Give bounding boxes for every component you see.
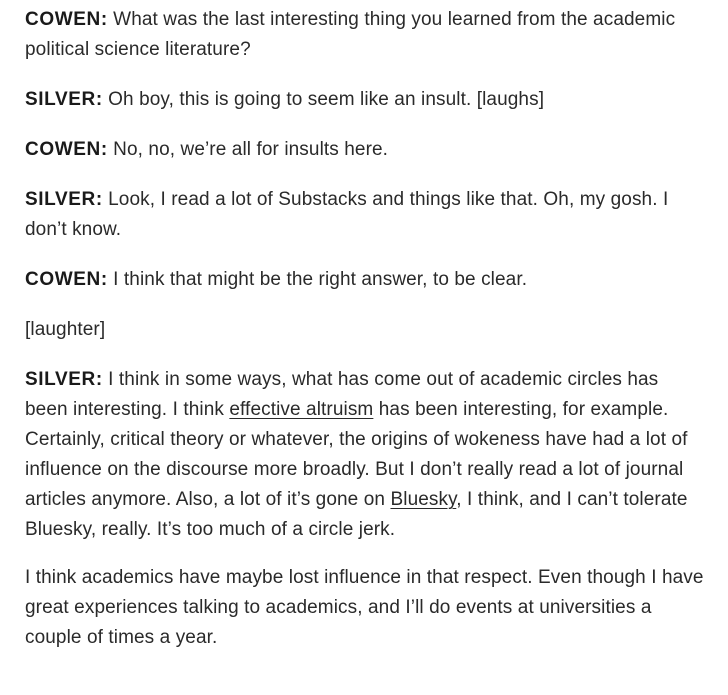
transcript-paragraph xyxy=(25,135,705,165)
transcript-paragraph xyxy=(25,85,705,115)
speaker-label: SILVER: xyxy=(25,369,103,390)
paragraph-text: [laughter] xyxy=(25,319,106,340)
paragraph-text: I think that might be the right answer, to be clear. xyxy=(113,269,528,290)
paragraph-text: has been interesting, for example. Certainly, critical theory or whatever, the origins of wokeness have had a lot of influence on the discourse more broadly. But I don’t really read a lot of journal articles anymore. Also, a lot of it’s gone on xyxy=(25,399,688,510)
paragraph-text: I think academics have maybe lost influence in that respect. Even though I have great experiences talking to academics, and I’ll do events at universities a couple of times a year. xyxy=(25,567,704,648)
transcript-paragraph xyxy=(25,265,705,295)
paragraph-text: , I think, and I can’t tolerate Bluesky, really. It’s too much of a circle jerk. xyxy=(25,489,688,540)
transcript-paragraph xyxy=(25,185,705,245)
stage-direction xyxy=(25,315,705,345)
speaker-label: COWEN: xyxy=(25,9,108,30)
speaker-label: COWEN: xyxy=(25,139,108,160)
paragraph-text: I think in some ways, what has come out of academic circles has been interesting. I think xyxy=(25,369,659,420)
bluesky-link[interactable]: Bluesky xyxy=(390,489,457,510)
speaker-label: COWEN: xyxy=(25,269,108,290)
paragraph-text: Look, I read a lot of Substacks and things like that. Oh, my gosh. I don’t know. xyxy=(25,189,669,240)
speaker-label: SILVER: xyxy=(25,89,103,110)
paragraph-text: No, no, we’re all for insults here. xyxy=(113,139,389,160)
speaker-label: SILVER: xyxy=(25,189,103,210)
transcript-paragraph xyxy=(25,0,705,65)
transcript-paragraph xyxy=(25,365,705,545)
paragraph-text: What was the last interesting thing you learned from the academic political science literature? xyxy=(25,9,676,60)
transcript-paragraph xyxy=(25,563,705,653)
effective-altruism-link[interactable]: effective altruism xyxy=(229,399,374,420)
transcript xyxy=(25,0,705,653)
paragraph-text: Oh boy, this is going to seem like an insult. [laughs] xyxy=(108,89,545,110)
